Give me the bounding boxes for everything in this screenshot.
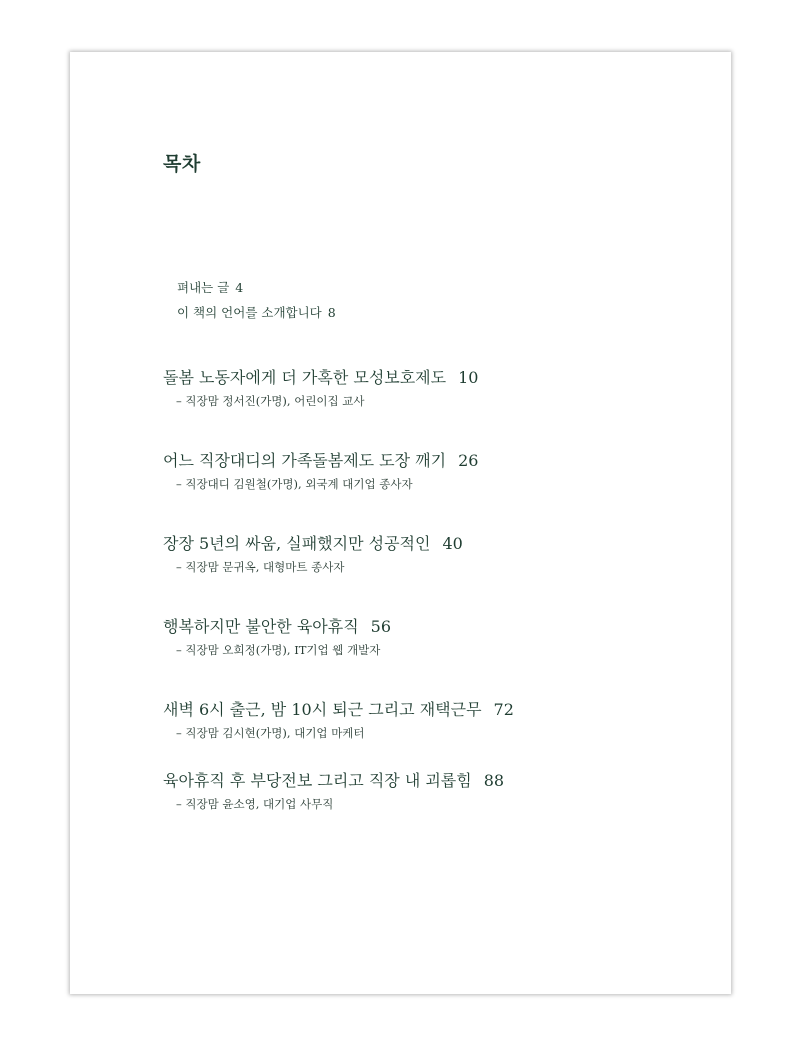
chapter-title: 행복하지만 불안한 육아휴직 <box>163 617 359 636</box>
chapter-title-line <box>163 700 514 720</box>
toc-entry <box>163 534 463 575</box>
chapter-subtitle: – 직장맘 문귀옥, 대형마트 종사자 <box>176 560 345 574</box>
chapter-title: 새벽 6시 출근, 밤 10시 퇴근 그리고 재택근무 <box>163 700 482 719</box>
book-page <box>70 52 731 994</box>
toc-entry <box>163 617 391 658</box>
chapter-title: 어느 직장대디의 가족돌봄제도 도장 깨기 <box>163 451 447 470</box>
chapter-title-line <box>163 534 463 554</box>
toc-entry <box>163 368 478 409</box>
chapter-page: 26 <box>458 451 479 470</box>
chapter-page: 40 <box>442 534 463 553</box>
chapter-page: 88 <box>483 771 505 790</box>
chapter-subtitle: – 직장맘 정서진(가명), 어린이집 교사 <box>176 394 365 408</box>
chapter-title: 육아휴직 후 부당전보 그리고 직장 내 괴롭힘 <box>163 771 472 790</box>
front-matter-item <box>177 278 243 296</box>
front-matter-label: 이 책의 언어를 소개합니다 <box>177 305 322 320</box>
chapter-subtitle: – 직장맘 윤소영, 대기업 사무직 <box>176 797 334 811</box>
toc-entry <box>163 700 514 741</box>
front-matter-page: 4 <box>235 280 244 295</box>
chapter-page: 72 <box>493 700 514 719</box>
chapter-subtitle: – 직장맘 오희정(가명), IT기업 웹 개발자 <box>176 643 381 657</box>
chapter-page: 10 <box>458 368 479 387</box>
chapter-subtitle: – 직장맘 김시현(가명), 대기업 마케터 <box>176 726 365 740</box>
chapter-title: 장장 5년의 싸움, 실패했지만 성공적인 <box>163 534 431 553</box>
chapter-title-line <box>163 771 504 791</box>
chapter-title: 돌봄 노동자에게 더 가혹한 모성보호제도 <box>163 368 447 387</box>
front-matter-page: 8 <box>327 305 336 320</box>
chapter-title-line <box>163 617 391 637</box>
chapter-title-line <box>163 451 478 471</box>
chapter-title-line <box>163 368 478 388</box>
chapter-page: 56 <box>370 617 392 636</box>
front-matter-item <box>177 303 336 321</box>
toc-heading: 목차 <box>163 153 201 175</box>
toc-entry <box>163 451 478 492</box>
front-matter-label: 펴내는 글 <box>177 280 230 295</box>
toc-entry <box>163 771 504 812</box>
chapter-subtitle: – 직장대디 김원철(가명), 외국계 대기업 종사자 <box>176 477 413 491</box>
